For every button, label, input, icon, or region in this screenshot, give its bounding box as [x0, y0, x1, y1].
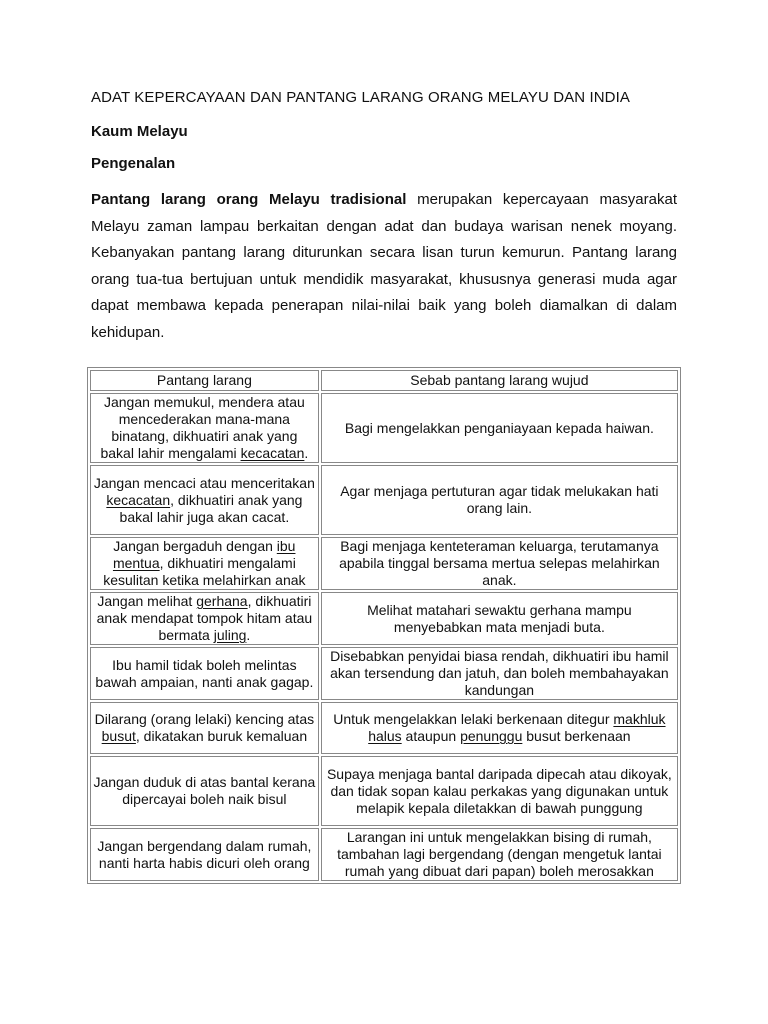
underlined-term: makhluk halus [368, 711, 666, 744]
intro-paragraph [91, 187, 677, 346]
cell-text: Melihat matahari sewaktu gerhana mampu menyebabkan mata menjadi buta. [367, 601, 632, 635]
cell-pantang-larang [90, 828, 319, 881]
cell-pantang-larang [90, 465, 319, 535]
cell-pantang-larang [90, 592, 319, 645]
intro-text: merupakan kepercayaan masyarakat Melayu zaman lampau berkaitan dengan adat dan budaya warisan nenek moyang. Kebanyakan pantang larang diturunkan secara lisan turun kemurun. Pantang larang orang tua-tua bertujuan untuk mendidik masyarakat, khususnya generasi muda agar dapat membawa kepada penerapan nilai-nilai baik yang boleh diamalkan di dalam kehidupan. [91, 191, 677, 341]
table-header-row [90, 370, 678, 391]
cell-pantang-larang [90, 756, 319, 826]
underlined-term: busut [101, 728, 136, 744]
cell-sebab [321, 465, 678, 535]
table-row [90, 592, 678, 645]
cell-text: Jangan bergendang dalam rumah, nanti harta habis dicuri oleh orang [97, 837, 312, 871]
header-pantang-larang: Pantang larang [90, 370, 319, 391]
underlined-term: juling [213, 627, 247, 643]
cell-pantang-larang [90, 647, 319, 700]
cell-text: , dikhuatiri anak yang bakal lahir juga akan cacat. [119, 491, 303, 525]
table-row [90, 537, 678, 590]
cell-text: , dikatakan buruk kemaluan [135, 728, 308, 744]
cell-text: , dikhuatiri mengalami kesulitan ketika melahirkan anak [103, 555, 306, 588]
cell-text: Jangan duduk di atas bantal kerana dipercayai boleh naik bisul [93, 774, 316, 807]
cell-pantang-larang [90, 702, 319, 754]
subsection-heading: Pengenalan [91, 155, 176, 172]
table-row [90, 756, 678, 826]
cell-text: Larangan ini untuk mengelakkan bising di rumah, tambahan lagi bergendang (dengan mengetuk lantai rumah yang dibuat dari papan) boleh merosakkan [337, 829, 662, 879]
cell-text: Bagi mengelakkan penganiayaan kepada haiwan. [344, 419, 654, 436]
document-title: ADAT KEPERCAYAAN DAN PANTANG LARANG ORANG MELAYU DAN INDIA [91, 89, 630, 106]
cell-text: Bagi menjaga kenteteraman keluarga, terutamanya apabila tinggal bersama mertua selepas melahirkan anak. [339, 538, 660, 588]
cell-text: , dikhuatiri anak mendapat tompok hitam atau bermata [96, 593, 313, 643]
header-sebab: Sebab pantang larang wujud [321, 370, 678, 391]
pantang-larang-table [87, 367, 681, 884]
cell-text: Jangan melihat [97, 593, 197, 609]
cell-text: Disebabkan penyidai biasa rendah, dikhuatiri ibu hamil akan tersendung dan jatuh, dan boleh membahayakan kandungan [330, 648, 669, 698]
cell-sebab [321, 647, 678, 700]
underlined-term: kecacatan [106, 491, 171, 508]
cell-text: Agar menjaga pertuturan agar tidak melukakan hati orang lain. [340, 483, 659, 516]
table-row [90, 465, 678, 535]
cell-text: Untuk mengelakkan lelaki berkenaan ditegur [333, 711, 614, 727]
cell-sebab [321, 393, 678, 463]
cell-text: busut berkenaan [522, 728, 631, 744]
cell-text: Jangan memukul, mendera atau mencederakan mana-mana binatang, dikhuatiri anak yang bakal lahir mengalami [100, 394, 305, 461]
cell-text: . [246, 627, 251, 643]
table-row [90, 702, 678, 754]
intro-bold-lead: Pantang larang orang Melayu tradisional [91, 191, 407, 208]
cell-text: Jangan mencaci atau menceritakan [93, 474, 315, 491]
table-body [90, 393, 678, 881]
cell-sebab [321, 702, 678, 754]
cell-sebab [321, 756, 678, 826]
table-row [90, 828, 678, 881]
cell-sebab [321, 592, 678, 645]
cell-sebab [321, 828, 678, 881]
table-row [90, 647, 678, 700]
cell-sebab [321, 537, 678, 590]
cell-text: . [304, 445, 309, 461]
cell-pantang-larang [90, 393, 319, 463]
cell-text: Supaya menjaga bantal daripada dipecah atau dikoyak, dan tidak sopan kalau perkakas yang digunakan untuk melapik kepala diletakkan di bawah punggung [326, 765, 672, 816]
cell-text: Ibu hamil tidak boleh melintas bawah ampaian, nanti anak gagap. [95, 656, 314, 690]
underlined-term: penunggu [460, 728, 523, 744]
underlined-term: kecacatan [240, 445, 305, 461]
underlined-term: ibu mentua [112, 538, 296, 571]
underlined-term: gerhana [196, 593, 248, 609]
cell-text: ataupun [401, 728, 461, 744]
cell-pantang-larang [90, 537, 319, 590]
table-row [90, 393, 678, 463]
cell-text: Dilarang (orang lelaki) kencing atas [94, 711, 315, 727]
cell-text: Jangan bergaduh dengan [113, 538, 277, 554]
section-heading: Kaum Melayu [91, 123, 188, 140]
